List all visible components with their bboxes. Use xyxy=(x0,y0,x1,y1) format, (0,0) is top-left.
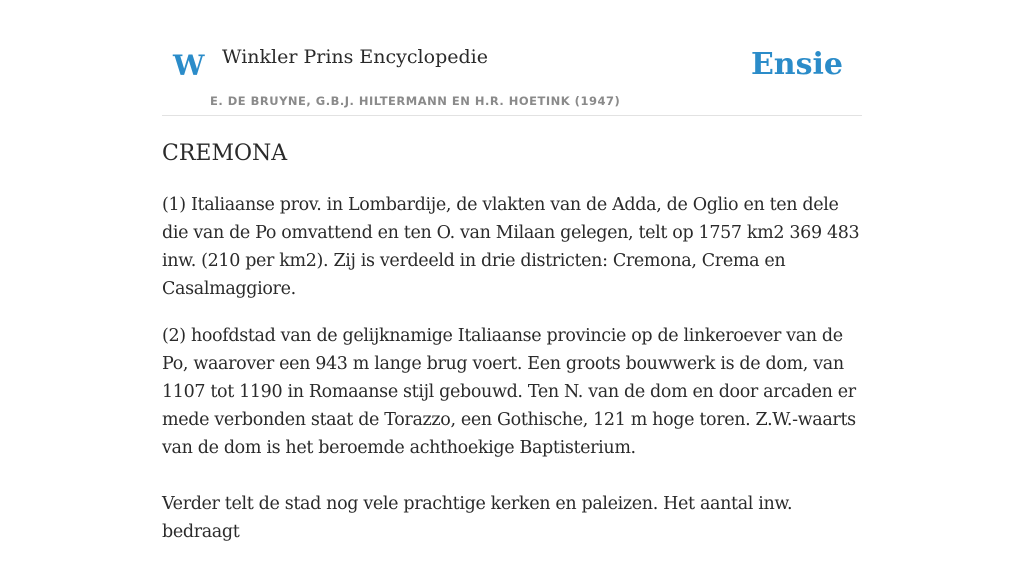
site-header xyxy=(162,0,862,116)
encyclopedia-entry xyxy=(162,140,862,565)
publication-authors: E. DE BRUYNE, G.B.J. HILTERMANN EN H.R. HOETINK (1947) xyxy=(210,94,621,108)
entry-title: CREMONA xyxy=(162,141,288,166)
ensie-home-link[interactable]: Ensie xyxy=(750,47,843,82)
publication-logo-icon[interactable]: W xyxy=(173,49,205,82)
entry-paragraph: (2) hoofdstad van de gelijknamige Italiaanse provincie op de linkeroever van de Po, waarover een 943 m lange brug voert. Een groots bouwwerk is de dom, van 1107 tot 1190 in Romaanse stijl gebouwd. Ten N. van de dom en door arcaden er mede verbonden staat de Torazzo, een Gothische, 121 m hoge toren. Z.W.-waarts van de dom is het beroemde achthoekige Baptisterium. xyxy=(162,325,856,458)
publication-title[interactable]: Winkler Prins Encyclopedie xyxy=(222,46,488,68)
entry-paragraph: Verder telt de stad nog vele prachtige kerken en paleizen. Het aantal inw. bedraagt xyxy=(162,493,793,542)
entry-paragraph: (1) Italiaanse prov. in Lombardije, de vlakten van de Adda, de Oglio en ten dele die van de Po omvattend en ten O. van Milaan gelegen, telt op 1757 km2 369 483 inw. (210 per km2). Zij is verdeeld in drie districten: Cremona, Crema en Casalmaggiore. xyxy=(162,194,860,299)
